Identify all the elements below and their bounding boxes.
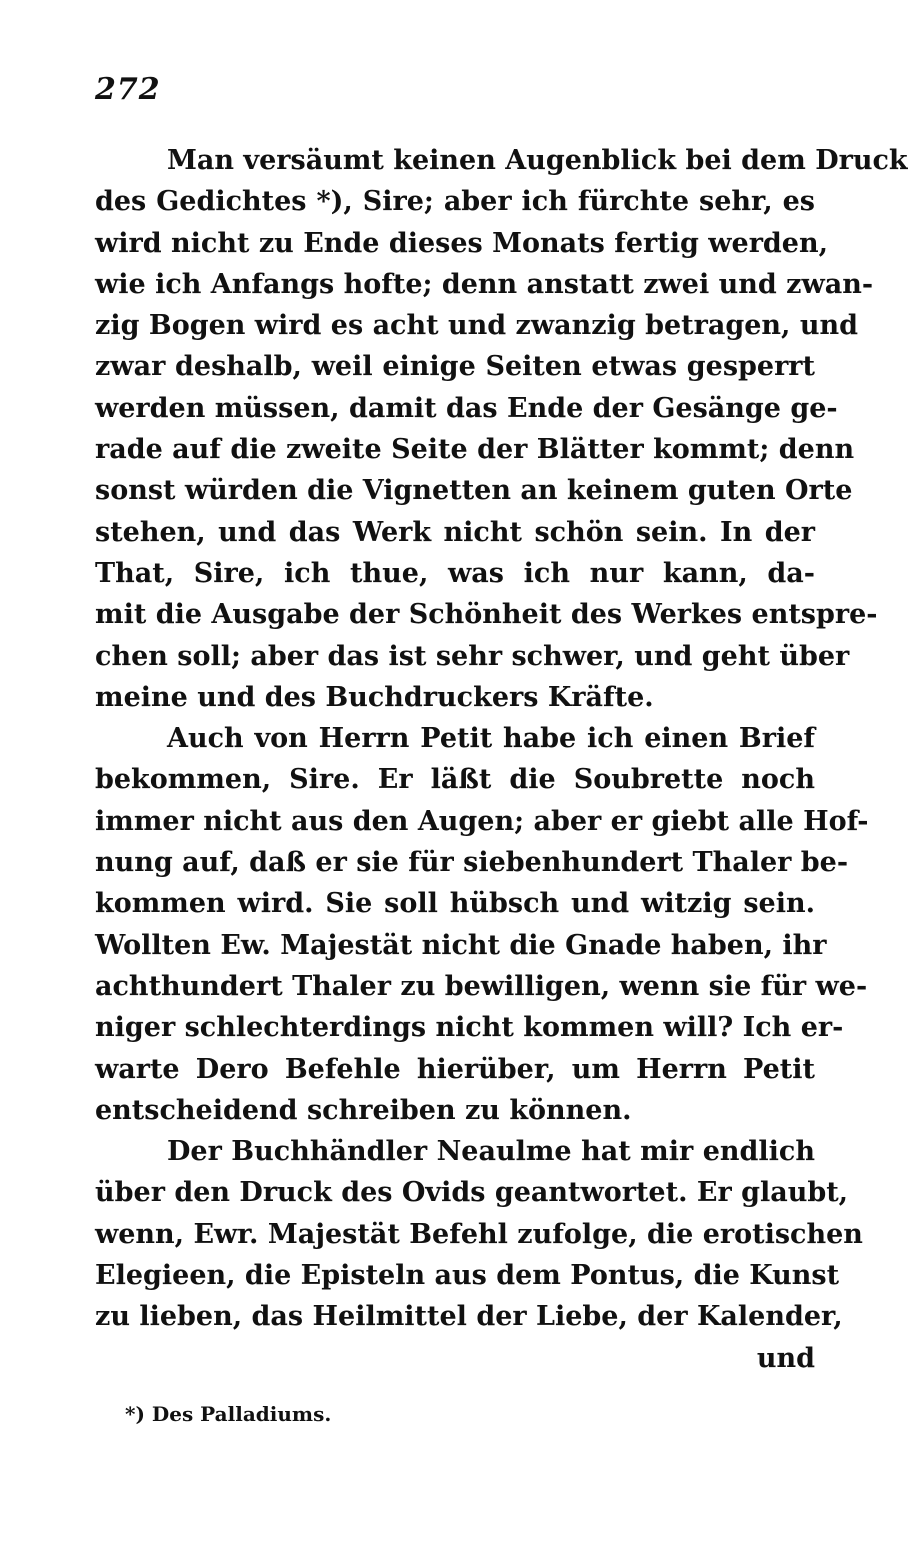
text-line: des Gedichtes *), Sire; aber ich fürchte sehr, es — [95, 186, 815, 218]
text-line: achthundert Thaler zu bewilligen, wenn sie für we- — [95, 970, 868, 1002]
text-line: Der Buchhändler Neaulme hat mir endlich — [167, 1136, 815, 1168]
body-text — [95, 140, 908, 1379]
text-line: entscheidend schreiben zu können. — [95, 1094, 632, 1126]
text-line: Man versäumt keinen Augenblick bei dem Druck — [167, 145, 908, 176]
text-line: Elegieen, die Episteln aus dem Pontus, die Kunst — [95, 1260, 840, 1292]
text-line: warte Dero Befehle hierüber, um Herrn Petit — [95, 1053, 815, 1085]
text-line: wenn, Ewr. Majestät Befehl zufolge, die erotischen — [95, 1218, 863, 1250]
text-line: wird nicht zu Ende dieses Monats fertig werden, — [95, 227, 829, 259]
text-line: wie ich Anfangs hofte; denn anstatt zwei und zwan- — [95, 268, 874, 300]
text-line: zu lieben, das Heilmittel der Liebe, der Kalender, — [95, 1301, 843, 1333]
text-line: kommen wird. Sie soll hübsch und witzig sein. — [95, 888, 815, 920]
text-line: chen soll; aber das ist sehr schwer, und geht über — [95, 640, 850, 672]
text-line: niger schlechterdings nicht kommen will? Ich er- — [95, 1012, 844, 1044]
text-line: zig Bogen wird es acht und zwanzig betragen, und — [95, 310, 858, 342]
text-line: Wollten Ew. Majestät nicht die Gnade haben, ihr — [95, 929, 827, 961]
text-line: bekommen, Sire. Er läßt die Soubrette noch — [95, 764, 815, 796]
text-line: nung auf, daß er sie für siebenhundert Thaler be- — [95, 847, 849, 879]
page-number: 272 — [95, 72, 161, 107]
text-line: sonst würden die Vignetten an keinem guten Orte — [95, 475, 853, 507]
text-line: mit die Ausgabe der Schönheit des Werkes entspre- — [95, 599, 878, 631]
footnote: *) Des Palladiums. — [125, 1402, 332, 1426]
text-line: stehen, und das Werk nicht schön sein. In der — [95, 516, 815, 548]
text-line: werden müssen, damit das Ende der Gesänge ge- — [95, 392, 838, 424]
text-line: zwar deshalb, weil einige Seiten etwas gesperrt — [95, 351, 815, 383]
text-line: That, Sire, ich thue, was ich nur kann, da- — [95, 557, 815, 589]
text-line: rade auf die zweite Seite der Blätter kommt; denn — [95, 434, 855, 466]
catchword: und — [756, 1342, 815, 1374]
text-line: immer nicht aus den Augen; aber er giebt alle Hof- — [95, 805, 869, 837]
text-line: über den Druck des Ovids geantwortet. Er glaubt, — [95, 1177, 849, 1209]
text-line: Auch von Herrn Petit habe ich einen Brief — [167, 723, 815, 755]
text-line: meine und des Buchdruckers Kräfte. — [95, 681, 654, 713]
